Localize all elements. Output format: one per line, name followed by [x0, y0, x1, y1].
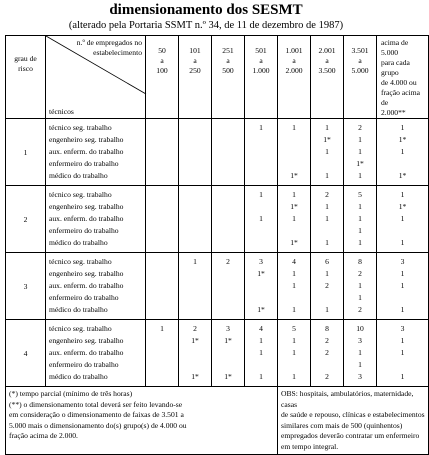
job-label: enfermeiro do trabalho: [49, 226, 119, 235]
value-cell: [245, 292, 277, 304]
risk-group-row: [6, 186, 429, 253]
value-cell: 3: [400, 324, 405, 333]
value-column: [212, 253, 245, 320]
value-cell: [146, 201, 178, 213]
value-cell: [146, 170, 178, 182]
job-label: aux. enferm. do trabalho: [49, 281, 124, 290]
value-cell: 1: [358, 202, 362, 211]
value-cell: 1: [358, 360, 362, 369]
risk-group-row: [6, 253, 429, 320]
job-label: técnico seg. trabalho: [49, 190, 112, 199]
value-cell: 1*: [398, 202, 407, 211]
job-list: [46, 186, 146, 253]
value-cell: 3: [259, 257, 263, 266]
value-cell: 1: [160, 324, 164, 333]
value-cell: 1: [259, 214, 263, 223]
value-cell: 2: [325, 372, 329, 381]
value-cell: 1: [325, 305, 329, 314]
value-cell: [311, 292, 343, 304]
value-cell: 1: [400, 348, 405, 357]
value-cell: 1*: [224, 372, 232, 381]
value-column: [146, 320, 179, 387]
value-cell: [146, 359, 178, 371]
value-cell: 1*: [224, 336, 232, 345]
value-column: [146, 119, 179, 186]
value-cell: [179, 122, 211, 134]
value-cell: [146, 213, 178, 225]
value-cell: [245, 280, 277, 292]
value-cell: [179, 292, 211, 304]
value-cell: [146, 225, 178, 237]
header-row: [6, 36, 429, 119]
value-cell: 8: [325, 324, 329, 333]
value-cell: [212, 268, 244, 280]
value-cell: 1: [358, 171, 362, 180]
value-cell: 1*: [257, 269, 265, 278]
value-cell: [146, 347, 178, 359]
value-cell: 1: [292, 214, 296, 223]
value-cell: [146, 292, 178, 304]
value-cell: [146, 304, 178, 316]
value-cell: [245, 359, 277, 371]
value-cell: 1: [259, 372, 263, 381]
job-label: médico do trabalho: [49, 171, 108, 180]
value-column: [278, 320, 311, 387]
value-cell: 4: [292, 257, 296, 266]
job-label: engenheiro seg. trabalho: [49, 135, 124, 144]
job-label: técnico seg. trabalho: [49, 324, 112, 333]
value-cell: [179, 201, 211, 213]
column-header-above-5000: acima de 5.000 para cada grupo de 4.000 ou fração acima de 2.000**: [377, 36, 429, 119]
diag-top-label: n.º de empregados no estabelecimento: [76, 38, 142, 57]
value-cell: [179, 158, 211, 170]
value-column: [311, 119, 344, 186]
value-cell: [377, 359, 428, 371]
value-cell: 1: [292, 269, 296, 278]
value-cell: [212, 201, 244, 213]
value-cell: [179, 304, 211, 316]
value-column: [344, 186, 377, 253]
value-cell: [146, 335, 178, 347]
value-column: [344, 119, 377, 186]
job-label: enfermeiro do trabalho: [49, 159, 119, 168]
value-cell: 1*: [356, 159, 364, 168]
value-cell: 1: [292, 305, 296, 314]
value-column: [278, 119, 311, 186]
value-cell: [146, 134, 178, 146]
value-cell: 1: [358, 135, 362, 144]
value-cell: 1: [400, 305, 405, 314]
value-cell: [212, 189, 244, 201]
value-column: [344, 320, 377, 387]
value-cell: 5: [358, 190, 362, 199]
value-cell: 1*: [398, 135, 407, 144]
value-column: [278, 253, 311, 320]
job-list: [46, 119, 146, 186]
value-column: [377, 253, 429, 320]
column-header: 50 a 100: [146, 36, 179, 119]
value-cell: 1: [259, 123, 263, 132]
value-cell: 3: [400, 257, 405, 266]
value-cell: 1: [292, 372, 296, 381]
value-cell: 1*: [290, 171, 298, 180]
value-cell: [278, 134, 310, 146]
value-cell: 1: [325, 202, 329, 211]
value-cell: [146, 256, 178, 268]
value-cell: 1*: [257, 305, 265, 314]
value-cell: [212, 359, 244, 371]
value-column: [311, 253, 344, 320]
value-cell: 1: [358, 293, 362, 302]
sesmt-table: [5, 35, 429, 455]
value-cell: [146, 158, 178, 170]
value-cell: [245, 225, 277, 237]
value-column: [245, 253, 278, 320]
value-cell: [212, 170, 244, 182]
value-cell: 2: [226, 257, 230, 266]
value-cell: [179, 237, 211, 249]
value-cell: 2: [193, 324, 197, 333]
risk-group-row: [6, 320, 429, 387]
value-cell: [146, 122, 178, 134]
value-column: [245, 320, 278, 387]
job-list: [46, 253, 146, 320]
value-cell: 1: [325, 269, 329, 278]
value-cell: [146, 280, 178, 292]
value-cell: [245, 158, 277, 170]
value-cell: 1: [400, 269, 405, 278]
value-cell: 1: [259, 336, 263, 345]
column-header: 251 a 500: [212, 36, 245, 119]
value-cell: [377, 225, 428, 237]
value-column: [278, 186, 311, 253]
value-cell: 2: [358, 123, 362, 132]
value-cell: [212, 237, 244, 249]
value-column: [311, 186, 344, 253]
value-cell: 1: [358, 214, 362, 223]
value-cell: 1*: [191, 372, 199, 381]
value-cell: 1*: [290, 202, 298, 211]
value-cell: 1*: [290, 238, 298, 247]
value-cell: 2: [325, 190, 329, 199]
value-cell: 1: [358, 238, 362, 247]
value-column: [377, 186, 429, 253]
value-cell: [179, 225, 211, 237]
job-label: aux. enferm. do trabalho: [49, 214, 124, 223]
value-cell: [245, 146, 277, 158]
value-cell: 1: [325, 214, 329, 223]
value-cell: 6: [325, 257, 329, 266]
value-cell: 1: [400, 147, 405, 156]
value-cell: 1: [259, 348, 263, 357]
value-cell: [146, 189, 178, 201]
value-column: [179, 320, 212, 387]
value-cell: 3: [358, 372, 362, 381]
value-cell: 1: [292, 281, 296, 290]
value-cell: 1: [325, 123, 329, 132]
value-cell: [212, 280, 244, 292]
value-cell: [245, 134, 277, 146]
value-column: [377, 119, 429, 186]
job-label: engenheiro seg. trabalho: [49, 202, 124, 211]
value-cell: [146, 268, 178, 280]
value-cell: 2: [325, 348, 329, 357]
job-label: aux. enferm. do trabalho: [49, 147, 124, 156]
value-column: [212, 186, 245, 253]
value-cell: 5: [292, 324, 296, 333]
value-cell: 1: [358, 147, 362, 156]
value-cell: 1: [259, 190, 263, 199]
value-cell: 8: [358, 257, 362, 266]
job-label: técnico seg. trabalho: [49, 257, 112, 266]
value-cell: 2: [325, 281, 329, 290]
value-cell: 2: [358, 305, 362, 314]
value-column: [146, 253, 179, 320]
value-column: [179, 186, 212, 253]
value-cell: 1: [400, 123, 405, 132]
value-cell: [179, 134, 211, 146]
value-cell: 1: [292, 123, 296, 132]
value-cell: 1: [325, 147, 329, 156]
grau-value: 1: [6, 119, 46, 186]
value-cell: [179, 268, 211, 280]
value-column: [179, 253, 212, 320]
value-cell: 1: [400, 336, 405, 345]
job-label: médico do trabalho: [49, 305, 108, 314]
value-cell: [179, 189, 211, 201]
value-column: [344, 253, 377, 320]
page-title: dimensionamento dos SESMT: [109, 2, 303, 18]
value-cell: [245, 201, 277, 213]
value-cell: 1: [325, 238, 329, 247]
value-column: [179, 119, 212, 186]
value-cell: 1: [400, 214, 405, 223]
notes-left: (*) tempo parcial (mínimo de três horas) (**) o dimensionamento total deverá ser feito levando-se em consideração o dimensionamento de faixas de 3.501 a 5.000 mais o dimensionamento do(s) grupo(s) de 4.000 ou fração acima de 2.000.: [6, 387, 278, 455]
job-label: técnico seg. trabalho: [49, 123, 112, 132]
value-cell: [212, 213, 244, 225]
value-column: [245, 186, 278, 253]
job-label: aux. enferm. do trabalho: [49, 348, 124, 357]
value-column: [311, 320, 344, 387]
value-cell: [278, 158, 310, 170]
value-column: [377, 320, 429, 387]
value-cell: [245, 170, 277, 182]
value-cell: [179, 359, 211, 371]
value-cell: [377, 292, 428, 304]
value-cell: [212, 225, 244, 237]
value-cell: 1: [325, 171, 329, 180]
value-cell: [212, 158, 244, 170]
value-cell: [146, 146, 178, 158]
value-cell: [179, 280, 211, 292]
value-cell: 1: [358, 226, 362, 235]
column-header: 2.001 a 3.500: [311, 36, 344, 119]
value-cell: [212, 134, 244, 146]
job-list: [46, 320, 146, 387]
grau-value: 2: [6, 186, 46, 253]
job-label: engenheiro seg. trabalho: [49, 336, 124, 345]
value-cell: 2: [358, 269, 362, 278]
page-subtitle: (alterado pela Portaria SSMT n.º 34, de 11 de dezembro de 1987): [68, 20, 344, 31]
column-header: 101 a 250: [179, 36, 212, 119]
job-label: engenheiro seg. trabalho: [49, 269, 124, 278]
value-cell: 1: [400, 372, 405, 381]
value-cell: [377, 158, 428, 170]
value-column: [212, 119, 245, 186]
value-cell: [278, 359, 310, 371]
value-cell: 4: [259, 324, 263, 333]
column-header: 501 a 1.000: [245, 36, 278, 119]
value-column: [146, 186, 179, 253]
value-cell: 1: [358, 281, 362, 290]
grau-header: grau de risco: [6, 36, 46, 119]
value-cell: [179, 170, 211, 182]
value-cell: 1: [292, 348, 296, 357]
value-cell: [212, 347, 244, 359]
value-cell: [146, 371, 178, 383]
value-cell: 1*: [323, 135, 331, 144]
notes-right: OBS: hospitais, ambulatórios, maternidade, casas de saúde e repouso, clínicas e estabelecimentos similares com mais de 500 (quinhentos) empregados deverão contratar um enfermeiro em tempo integral.: [278, 387, 429, 455]
value-cell: 10: [356, 324, 364, 333]
value-cell: 1*: [398, 171, 407, 180]
value-cell: [278, 225, 310, 237]
value-column: [245, 119, 278, 186]
value-cell: 1: [400, 190, 405, 199]
value-cell: [212, 122, 244, 134]
value-cell: 1: [292, 190, 296, 199]
value-cell: [179, 146, 211, 158]
column-header: 3.501 a 5.000: [344, 36, 377, 119]
grau-value: 4: [6, 320, 46, 387]
value-cell: [212, 146, 244, 158]
value-column: [212, 320, 245, 387]
value-cell: [278, 292, 310, 304]
risk-group-row: [6, 119, 429, 186]
value-cell: [278, 146, 310, 158]
value-cell: 1: [400, 281, 405, 290]
value-cell: [212, 292, 244, 304]
value-cell: [212, 304, 244, 316]
column-header: 1.001 a 2.000: [278, 36, 311, 119]
value-cell: [245, 237, 277, 249]
value-cell: 3: [226, 324, 230, 333]
diag-bottom-label: técnicos: [49, 107, 74, 116]
value-cell: 1: [292, 336, 296, 345]
job-label: enfermeiro do trabalho: [49, 360, 119, 369]
job-label: médico do trabalho: [49, 372, 108, 381]
value-cell: 1*: [191, 336, 199, 345]
job-label: médico do trabalho: [49, 238, 108, 247]
value-cell: 1: [400, 238, 405, 247]
value-cell: [179, 347, 211, 359]
notes-row: [6, 387, 429, 455]
value-cell: 3: [358, 336, 362, 345]
value-cell: [146, 237, 178, 249]
value-cell: 1: [358, 348, 362, 357]
value-cell: [311, 225, 343, 237]
job-label: enfermeiro do trabalho: [49, 293, 119, 302]
value-cell: [179, 213, 211, 225]
value-cell: [311, 158, 343, 170]
diagonal-header: [46, 36, 146, 119]
value-cell: [311, 359, 343, 371]
value-cell: 2: [325, 336, 329, 345]
value-cell: 1: [193, 257, 197, 266]
grau-value: 3: [6, 253, 46, 320]
